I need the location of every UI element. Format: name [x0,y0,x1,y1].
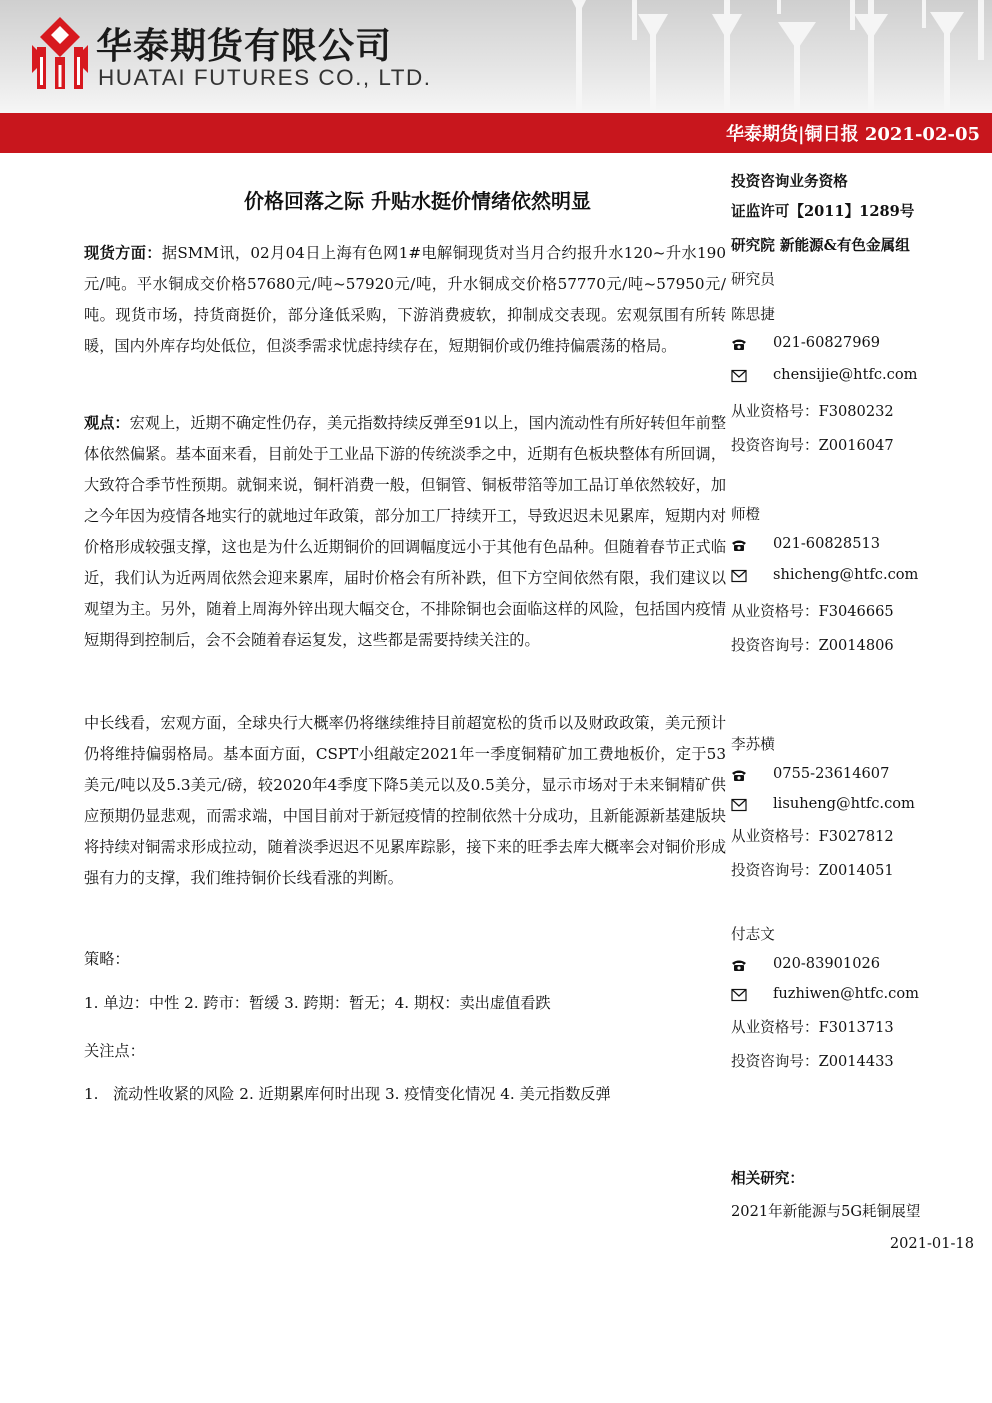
related-research-label: 相关研究： [731,1170,804,1187]
focus-heading: 关注点： [84,1042,145,1060]
related-research-date: 2021-01-18 [889,1235,974,1252]
analyst-consult: 投资咨询号：Z0016047 [731,437,894,454]
focus-text: 1. 流动性收紧的风险 2. 近期累库何时出现 3. 疫情变化情况 4. 美元指数反弹 [84,1085,611,1103]
report-title: 价格回落之际 升贴水挺价情绪依然明显 [244,189,591,213]
report-header [0,0,992,113]
related-research-title[interactable]: 2021年新能源与5G耗铜展望 [731,1203,921,1220]
analyst-consult: 投资咨询号：Z0014051 [731,862,894,879]
phone-icon [731,958,747,972]
license-number: 证监许可【2011】1289号 [731,203,915,220]
phone-icon [731,768,747,782]
analyst-email[interactable]: fuzhiwen@htfc.com [773,985,919,1002]
analyst-phone: 020-83901026 [773,955,881,972]
researcher-label: 研究员 [731,271,775,288]
spot-text: 据SMM讯，02月04日上海有色网1#电解铜现货对当月合约报升水120~升水190元/吨。平水铜成交价格57680元/吨~57920元/吨，升水铜成交价格57770元/吨~57950元/吨。现货市场，持货商挺价，部分逢低采购，下游消费疲软，抑制成交表现。宏观氛围有所转暖，国内外库存均处低位，但淡季需求忧虑持续存在，短期铜价或仍维持偏震荡的格局。 [84,244,726,355]
longterm-paragraph [84,708,726,894]
report-tag: 华泰期货|铜日报 2021-02-05 [726,124,980,145]
header-decoration [572,0,992,113]
strategy-heading: 策略： [84,950,130,968]
phone-icon [731,337,747,351]
analyst-name: 师橙 [731,506,761,523]
analyst-name: 陈思捷 [731,306,775,323]
analyst-email[interactable]: chensijie@htfc.com [773,366,918,383]
company-name-en: HUATAI FUTURES CO., LTD. [98,65,432,90]
analyst-cert: 从业资格号：F3027812 [731,828,894,845]
analyst-name: 付志文 [731,926,775,943]
view-label: 观点： [84,414,130,432]
analyst-name: 李苏横 [731,736,775,753]
analyst-cert: 从业资格号：F3080232 [731,403,894,420]
analyst-consult: 投资咨询号：Z0014806 [731,637,894,654]
spot-paragraph [84,238,726,362]
longterm-text: 中长线看，宏观方面，全球央行大概率仍将继续维持目前超宽松的货币以及财政政策，美元预计仍将维持偏弱格局。基本面方面，CSPT小组敲定2021年一季度铜精矿加工费地板价，定于53美元/吨以及5.3美元/磅，较2020年4季度下降5美元以及0.5美分，显示市场对于未来铜精矿供应预期仍显悲观，而需求端，中国目前对于新冠疫情的控制依然十分成功，且新能源新基建版块将持续对铜需求形成拉动，随着淡季迟迟不见累库踪影，接下来的旺季去库大概率会对铜价形成强有力的支撑，我们维持铜价长线看涨的判断。 [84,714,726,887]
envelope-icon [731,369,747,383]
analyst-email[interactable]: lisuheng@htfc.com [773,795,915,812]
envelope-icon [731,569,747,583]
envelope-icon [731,798,747,812]
view-text: 宏观上，近期不确定性仍存，美元指数持续反弹至91以上，国内流动性有所好转但年前整体依然偏紧。基本面来看，目前处于工业品下游的传统淡季之中，近期有色板块整体有所回调，大致符合季节性预期。就铜来说，铜杆消费一般，但铜管、铜板带箔等加工品订单依然较好，加之今年因为疫情各地实行的就地过年政策，部分加工厂持续开工，导致迟迟未见累库，短期内对价格形成较强支撑，这也是为什么近期铜价的回调幅度远小于其他有色品种。但随着春节正式临近，我们认为近两周依然会迎来累库，届时价格会有所补跌，但下方空间依然有限，我们建议以观望为主。另外，随着上周海外锌出现大幅交仓，不排除铜也会面临这样的风险，包括国内疫情短期得到控制后，会不会随着春运复发，这些都是需要持续关注的。 [84,414,727,649]
strategy-text: 1. 单边：中性 2. 跨市：暂缓 3. 跨期：暂无；4. 期权：卖出虚值看跌 [84,994,551,1012]
company-name-cn: 华泰期货有限公司 [96,26,393,67]
spot-label: 现货方面： [84,244,162,262]
phone-icon [731,538,747,552]
envelope-icon [731,988,747,1002]
analyst-consult: 投资咨询号：Z0014433 [731,1053,894,1070]
huatai-logo-icon [32,17,88,89]
analyst-phone: 0755-23614607 [773,765,890,782]
report-tag-bar [0,113,992,153]
analyst-phone: 021-60827969 [773,334,881,351]
view-paragraph [84,408,726,656]
analyst-phone: 021-60828513 [773,535,881,552]
institute-name: 研究院 新能源&有色金属组 [731,237,910,254]
analyst-cert: 从业资格号：F3013713 [731,1019,894,1036]
qualification-title: 投资咨询业务资格 [731,173,848,190]
analyst-email[interactable]: shicheng@htfc.com [773,566,919,583]
analyst-cert: 从业资格号：F3046665 [731,603,894,620]
